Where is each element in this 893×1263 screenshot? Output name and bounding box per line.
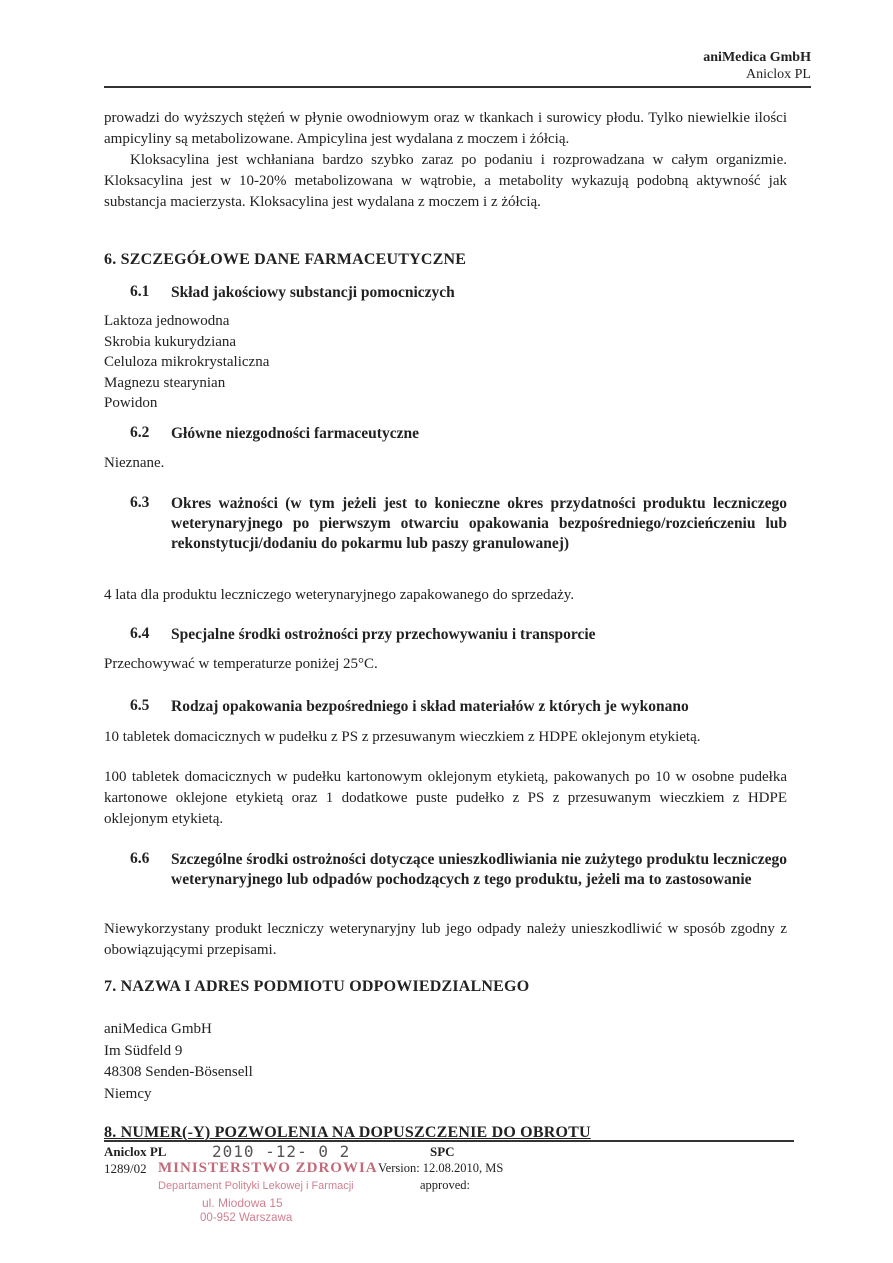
section-6-4-text: Przechowywać w temperaturze poniżej 25°C. <box>104 656 378 672</box>
section-6-5-number: 6.5 <box>130 697 150 714</box>
intro-paragraph-2: Kloksacylina jest wchłaniana bardzo szybko zaraz po podaniu i rozprowadzana w całym organizmie. Kloksacylina jest w 10-20% metabolizowana w wątrobie, a metabolity wykazują podobną aktywność jak substancja macierzysta. Kloksacylina jest wydalana z moczem i z żółcią. <box>104 152 787 210</box>
footer-version: Version: 12.08.2010, MS <box>378 1161 504 1175</box>
address-line: Im Südfeld 9 <box>104 1042 183 1059</box>
address-line: aniMedica GmbH <box>104 1021 212 1037</box>
responsible-entity-address <box>104 1019 253 1105</box>
intro-paragraph-1: prowadzi do wyższych stężeń w płynie owodniowym oraz w tkankach i surowicy płodu. Tylko niewielkie ilości ampicyliny są metabolizowane. Ampicylina jest wydalana z moczem i żółcią. <box>104 110 787 147</box>
section-6-5-text-1: 10 tabletek domacicznych w pudełku z PS z przesuwanym wieczkiem z HDPE oklejonym etykietą. <box>104 729 701 745</box>
section-6-1-number: 6.1 <box>130 283 150 300</box>
excipients-list <box>104 311 269 414</box>
section-6-6-title: Szczególne środki ostrożności dotyczące unieszkodliwiania nie zużytego produktu leczniczego weterynaryjnego lub odpadów pochodzących z tego produktu, jeżeli ma to zastosowanie <box>171 851 787 888</box>
section-6-3-number: 6.3 <box>130 494 150 511</box>
section-8-heading: 8. NUMER(-Y) POZWOLENIA NA DOPUSZCZENIE DO OBROTU <box>104 1124 591 1141</box>
section-6-4-number: 6.4 <box>130 625 150 642</box>
footer-id: 1289/02 <box>104 1161 147 1176</box>
section-6-5-title: Rodzaj opakowania bezpośredniego i skład materiałów z których je wykonano <box>171 698 689 715</box>
list-item: Powidon <box>104 395 158 411</box>
header-divider <box>104 86 811 88</box>
list-item: Celuloza mikrokrystaliczna <box>104 354 270 370</box>
footer-spc-label: SPC <box>430 1144 455 1159</box>
address-line: Niemcy <box>104 1085 152 1102</box>
section-6-3-title: Okres ważności (w tym jeżeli jest to konieczne okres przydatności produktu leczniczego weterynaryjnego po pierwszym otwarciu opakowania bezpośredniego/rozcieńczeniu lub rekonstytucji/dodaniu do pokarmu lub paszy granulowanej) <box>171 495 787 552</box>
stamp-city: 00-952 Warszawa <box>200 1212 293 1224</box>
footer-approved: approved: <box>420 1178 470 1192</box>
section-6-3-text: 4 lata dla produktu leczniczego weterynaryjnego zapakowanego do sprzedaży. <box>104 587 575 603</box>
section-7-heading: 7. NAZWA I ADRES PODMIOTU ODPOWIEDZIALNEGO <box>104 978 530 995</box>
section-6-6-number: 6.6 <box>130 850 150 867</box>
stamp-date: 2010 -12- 0 2 <box>212 1142 351 1161</box>
list-item: Skrobia kukurydziana <box>104 333 237 350</box>
section-6-1-title: Skład jakościowy substancji pomocniczych <box>171 284 455 301</box>
footer-product: Aniclox PL <box>104 1144 167 1159</box>
header-product: Aniclox PL <box>746 67 811 82</box>
list-item: Laktoza jednowodna <box>104 313 230 329</box>
section-6-heading: 6. SZCZEGÓŁOWE DANE FARMACEUTYCZNE <box>104 251 467 268</box>
address-line: 48308 Senden-Bösensell <box>104 1064 253 1080</box>
list-item: Magnezu stearynian <box>104 374 226 391</box>
section-6-5-text-2: 100 tabletek domacicznych w pudełku kartonowym oklejonym etykietą, pakowanych po 10 w osobne pudełka kartonowe oklejone etykietą oraz 1 dodatkowe puste pudełko z PS z przesuwanym wieczkiem z HDPE oklejonym etykietą. <box>104 769 787 827</box>
stamp-street: ul. Miodowa 15 <box>202 1196 283 1210</box>
section-6-2-number: 6.2 <box>130 424 150 441</box>
section-6-4-title: Specjalne środki ostrożności przy przechowywaniu i transporcie <box>171 626 596 643</box>
section-6-2-text: Nieznane. <box>104 455 165 471</box>
stamp-department: Departament Polityki Lekowej i Farmacji <box>158 1180 354 1192</box>
header-company: aniMedica GmbH <box>703 50 811 65</box>
footer-divider <box>104 1140 794 1142</box>
stamp-ministry: MINISTERSTWO ZDROWIA <box>158 1160 378 1176</box>
section-6-2-title: Główne niezgodności farmaceutyczne <box>171 425 419 442</box>
section-6-6-text: Niewykorzystany produkt leczniczy weterynaryjny lub jego odpady należy unieszkodliwić w sposób zgodny z obowiązującymi przepisami. <box>104 921 787 958</box>
